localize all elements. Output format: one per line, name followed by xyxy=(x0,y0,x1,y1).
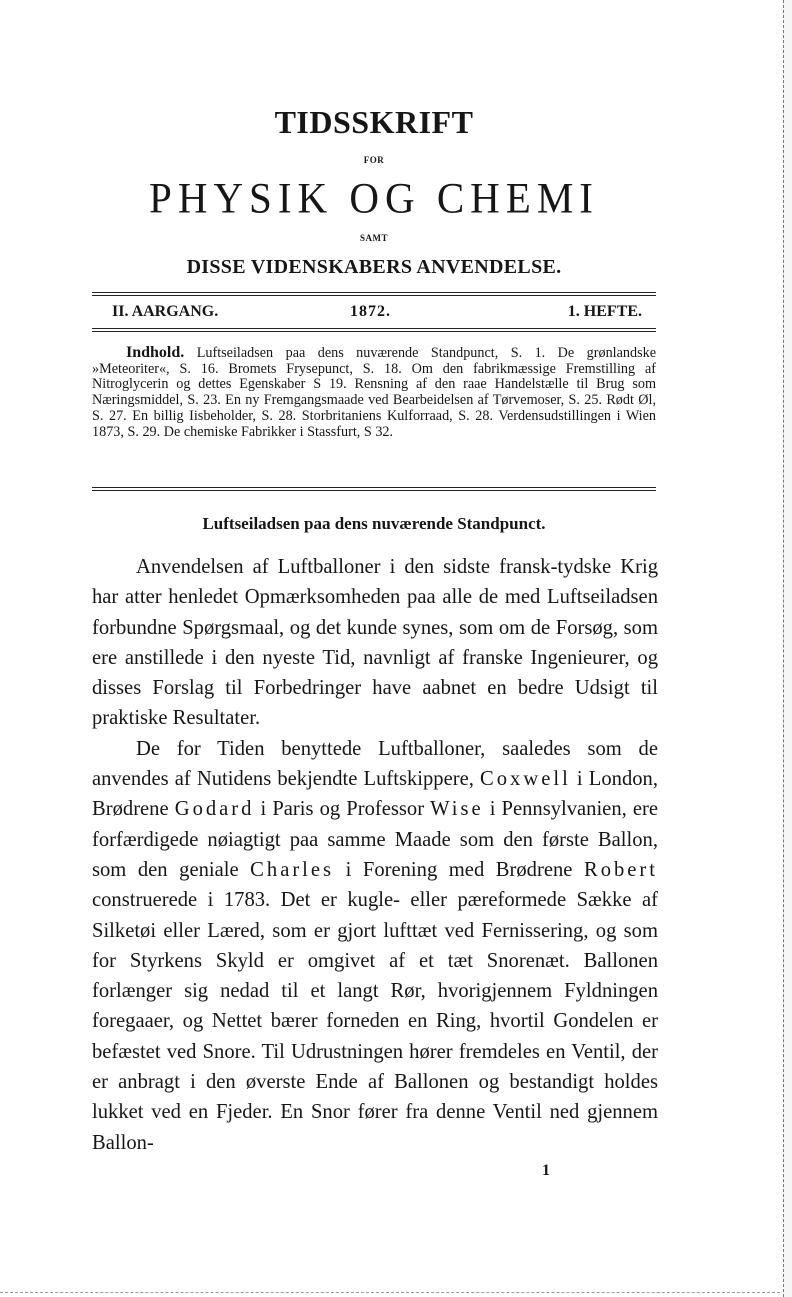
header-rule-bottom xyxy=(92,328,656,332)
article-text: i London, Brødrene xyxy=(92,768,658,821)
article-paragraph xyxy=(92,734,658,1158)
article-paragraph: Anvendelsen af Luftballoner i den sidste fransk-tydske Krig har atter henledet Opmærksomheden paa alle de med Luftseiladsen forbundne Spørgsmaal, og det kunde synes, som om de Forsøg, som ere anstillede i den nyeste Tid, navnligt af franske Ingenieurer, og disses Forslag til Forbedringer have aabnet en bedre Udsigt til praktiske Resultater. xyxy=(92,556,658,730)
article-heading: Luftseiladsen paa dens nuværende Standpunct. xyxy=(202,514,546,533)
contents-label: Indhold. xyxy=(126,344,185,361)
person-name: Coxwell xyxy=(480,768,571,791)
article-text: construerede i 1783. Det er kugle- eller pæreformede Sække af Silketøi eller Læred, som er gjort lufttæt ved Fernissering, og som for Styrkens Skyld er omgivet af et tæt Snorenæt. Ballonen forlænger sig nedad til et langt Rør, hvorigjennem Fyldningen foregaaer, og Nettet bærer forneden en Ring, hvortil Gondelen er befæstet ved Snore. Til Udrustningen hører fremdeles en Ventil, der er anbragt i den øverste Ende af Ballonen og bestandigt holdes lukket ved en Fjeder. En Snor fører fra denne Ventil ned gjennem Ballon- xyxy=(92,889,658,1154)
table-of-contents xyxy=(92,345,656,440)
header-rule-top xyxy=(92,292,656,296)
title-connector-samt: SAMT xyxy=(359,233,388,243)
article-text: De for Tiden benyttede Luftballoner, saaledes som de anvendes af Nutidens bekjendte Luftskippere, xyxy=(92,737,658,791)
journal-subtitle-secondary: DISSE VIDENSKABERS ANVENDELSE. xyxy=(186,256,562,278)
issue-volume: II. AARGANG. xyxy=(112,303,219,320)
article-body xyxy=(92,552,658,1158)
journal-subtitle: PHYSIK OG CHEMI xyxy=(149,173,599,223)
contents-rule xyxy=(92,487,656,491)
article-text: i Pennsylvanien, ere forfærdigede nøiagtigt paa samme Maade som den første Ballon, som den geniale xyxy=(92,798,658,881)
issue-info xyxy=(112,303,642,325)
person-name: Charles xyxy=(250,858,335,881)
page-number: 1 xyxy=(542,1162,550,1179)
contents-text: Luftseiladsen paa dens nuværende Standpunct, S. 1. De grønlandske »Meteoriter«, S. 16. Bromets Frysepunct, S. 18. Om den fabrikmæssige Fremstilling af Nitroglycerin og dettes Egenskaber S 19. Rensning af den raae Handelstælle til Brug som Næringsmiddel, S. 23. En ny Fremgangsmaade ved Bearbeidelsen af Tørvemoser, S. 25. Rødt Øl, S. 27. En billig Iisbeholder, S. 28. Storbritaniens Kulforraad, S. 28. Verdensudstillingen i Wien 1873, S. 29. De chemiske Fabrikker i Stassfurt, S 32. xyxy=(92,345,656,440)
person-name: Godard xyxy=(174,798,255,821)
issue-part: 1. HEFTE. xyxy=(567,303,642,320)
title-connector-for: FOR xyxy=(363,155,385,165)
journal-title: TIDSSKRIFT xyxy=(274,104,474,140)
issue-year: 1872. xyxy=(350,303,391,320)
scan-edge-right xyxy=(783,0,792,1297)
person-name: Wise xyxy=(430,798,484,821)
person-name: Robert xyxy=(583,858,659,881)
scan-edge-bottom xyxy=(0,1292,780,1293)
article-text: i Paris og Professor xyxy=(254,798,431,821)
article-text: i Forening med Brødrene xyxy=(334,858,584,881)
